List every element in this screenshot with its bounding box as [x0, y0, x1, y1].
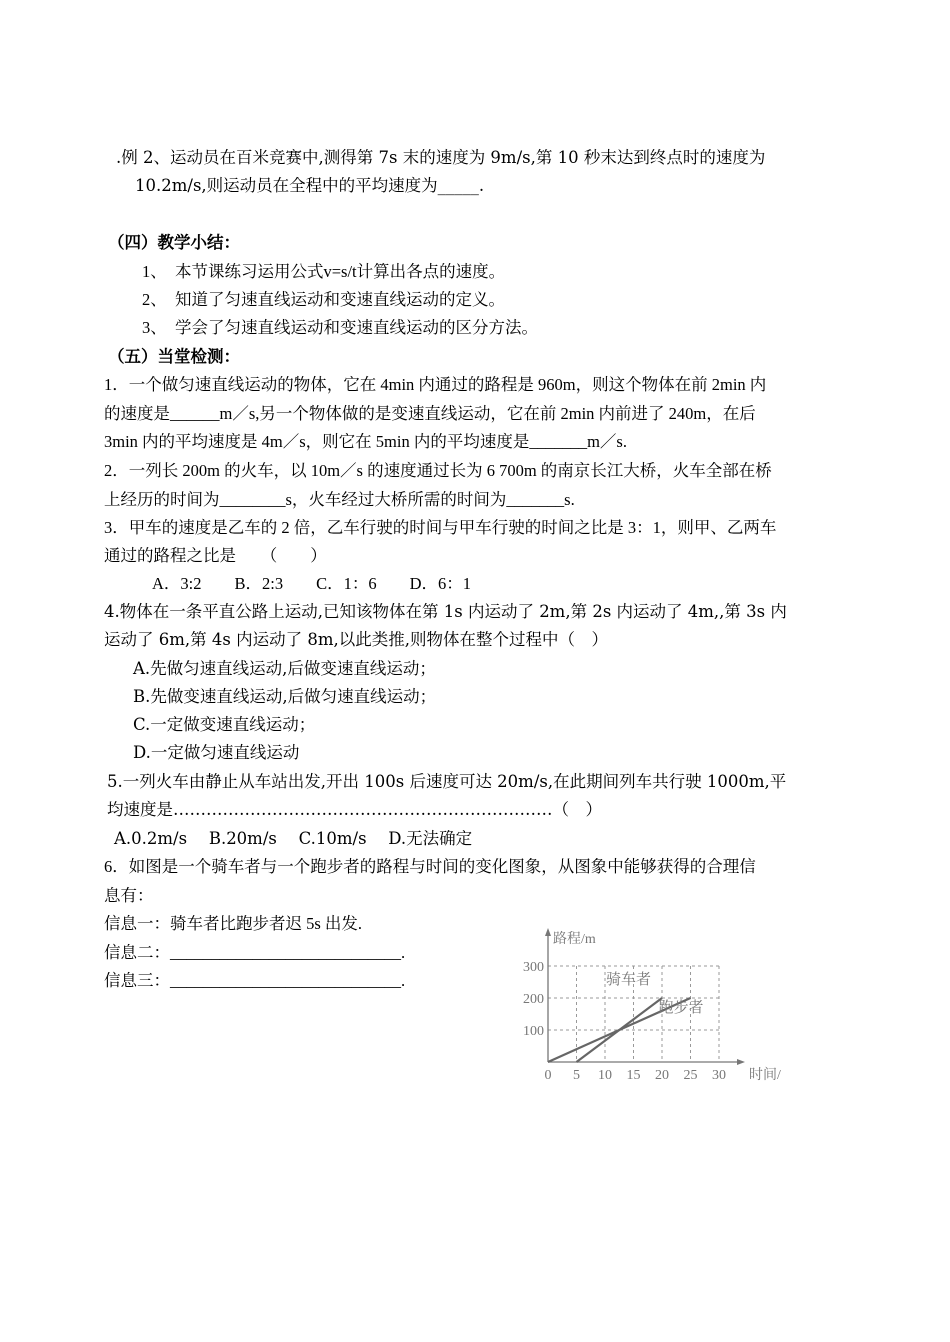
info-3: 信息三：____________________________. — [104, 971, 406, 990]
q6-line1: 6．如图是一个骑车者与一个跑步者的路程与时间的变化图象，从图象中能够获得的合理信 — [104, 857, 756, 876]
q2-line1: 2．一列长 200m 的火车，以 10m／s 的速度通过长为 6 700m 的南京长江大桥，火车全部在桥 — [104, 461, 772, 480]
y-tick-label: 200 — [523, 992, 544, 1007]
x-tick-label: 30 — [712, 1068, 726, 1083]
info-2: 信息二：____________________________. — [104, 943, 406, 962]
x-tick-label: 10 — [598, 1068, 612, 1083]
q3-options: A．3:2 B．2:3 C．1：6 D．6：1 — [152, 574, 472, 593]
q1-line1: 1．一个做匀速直线运动的物体，它在 4min 内通过的路程是 960m，则这个物体在前 2min 内 — [104, 375, 767, 394]
info-1: 信息一：骑车者比跑步者迟 5s 出发. — [104, 914, 363, 933]
q2-line2: 上经历的时间为________s，火车经过大桥所需的时间为_______s. — [104, 490, 575, 509]
q4-option-b: B.先做变速直线运动,后做匀速直线运动； — [133, 687, 437, 706]
q1-line3: 3min 内的平均速度是 4m／s，则它在 5min 内的平均速度是_______m／s. — [104, 432, 627, 451]
distance-time-chart — [505, 922, 795, 1087]
check-heading: （五）当堂检测： — [108, 347, 240, 366]
q5-line1: 5.一列火车由静止从车站出发,开出 100s 后速度可达 20m/s,在此期间列车共行驶 1000m,平 — [107, 772, 787, 791]
y-axis-label: 路程/m — [553, 932, 596, 947]
q5-line2: 均速度是……………………………………………………………（ ） — [107, 800, 602, 819]
x-tick-label: 25 — [683, 1068, 698, 1083]
summary-item-1: 1、 本节课练习运用公式v=s/t计算出各点的速度。 — [142, 262, 506, 281]
series-label-0: 骑车者 — [606, 972, 652, 988]
q4-line1: 4.物体在一条平直公路上运动,已知该物体在第 1s 内运动了 2m,第 2s 内运动了 4m,,第 3s 内 — [104, 602, 787, 621]
q4-line2: 运动了 6m,第 4s 内运动了 8m,以此类推,则物体在整个过程中（ ） — [104, 630, 608, 649]
y-tick-label: 100 — [523, 1024, 544, 1039]
x-tick-label: 0 — [544, 1068, 552, 1083]
series-label-1: 跑步者 — [658, 1000, 704, 1016]
example2-line1: .例 2、运动员在百米竞赛中,测得第 7s 末的速度为 9m/s,第 10 秒末达到终点时的速度为 — [116, 148, 766, 167]
x-axis-arrow — [737, 1059, 745, 1065]
y-axis-arrow — [545, 928, 551, 936]
chart-labels — [523, 931, 781, 1083]
q5-options: A.0.2m/s B.20m/s C.10m/s D.无法确定 — [114, 829, 473, 848]
summary-item-3: 3、 学会了匀速直线运动和变速直线运动的区分方法。 — [142, 318, 538, 337]
example2-line2: 10.2m/s,则运动员在全程中的平均速度为_____. — [135, 176, 485, 195]
q1-line2: 的速度是______m／s,另一个物体做的是变速直线运动，它在前 2min 内前进了 240m，在后 — [104, 404, 756, 423]
x-tick-label: 5 — [573, 1068, 580, 1083]
q4-option-d: D.一定做匀速直线运动 — [133, 743, 300, 762]
y-tick-label: 300 — [523, 960, 544, 975]
q3-line1: 3．甲车的速度是乙车的 2 倍，乙车行驶的时间与甲车行驶的时间之比是 3：1，则甲、乙两车 — [104, 518, 777, 537]
x-axis-label: 时间/ — [749, 1068, 781, 1083]
summary-heading: （四）教学小结： — [108, 233, 240, 252]
summary-item-2: 2、 知道了匀速直线运动和变速直线运动的定义。 — [142, 290, 505, 309]
chart-axes — [545, 928, 745, 1065]
q4-option-a: A.先做匀速直线运动,后做变速直线运动； — [133, 659, 436, 678]
q4-option-c: C.一定做变速直线运动； — [133, 715, 316, 734]
x-tick-label: 20 — [655, 1068, 669, 1083]
q3-line2: 通过的路程之比是 （ ） — [104, 546, 327, 565]
x-tick-label: 15 — [626, 1068, 641, 1083]
q6-line2: 息有： — [104, 886, 154, 905]
